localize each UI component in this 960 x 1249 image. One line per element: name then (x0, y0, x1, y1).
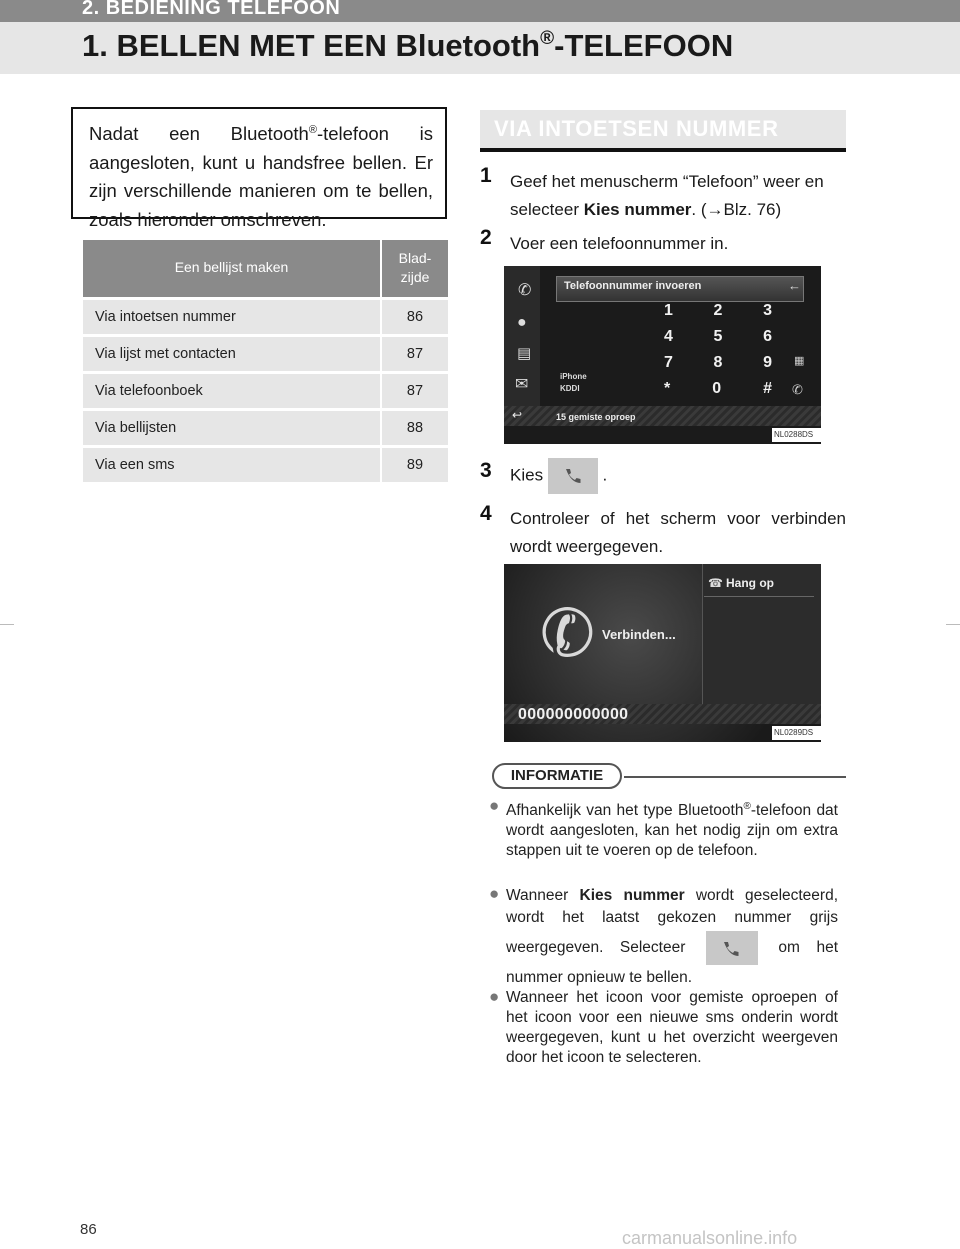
hangup-icon: ☎ (708, 576, 723, 590)
bullet-icon: ● (489, 884, 500, 903)
table-cell-label: Via lijst met contacten (83, 334, 380, 371)
table-row (83, 445, 448, 482)
key-3: 3 (763, 302, 772, 319)
connecting-label: Verbinden... (602, 627, 676, 642)
table-row (83, 371, 448, 408)
step-number: 3 (480, 459, 492, 482)
table-col-title: Een bellijst maken (83, 240, 380, 297)
table-cell-page: 87 (380, 371, 448, 408)
handset-icon: ✆ (532, 591, 603, 675)
connecting-screenshot (504, 564, 821, 742)
back-icon: ↩ (512, 408, 523, 422)
key-hash: # (763, 380, 772, 397)
step-number: 1 (480, 164, 492, 187)
history-icon: ▤ (517, 345, 532, 362)
figure-code: NL0288DS (774, 430, 814, 439)
message-icon: ✉ (515, 376, 529, 393)
table-cell-label: Via telefoonboek (83, 371, 380, 408)
table-cell-label: Via intoetsen nummer (83, 297, 380, 334)
info-item-2: Wanneer Kies nummer wordt geselecteerd, wordt het laatst gekozen nummer grijs weergegeven. Selecteer om het nummer opnieuw te bellen. (506, 887, 839, 986)
table-cell-label: Via bellijsten (83, 408, 380, 445)
phone-icon (563, 467, 583, 485)
status-bar (504, 406, 821, 426)
missed-calls-notice: 15 gemiste oproep (556, 412, 636, 422)
page-number: 86 (80, 1221, 97, 1238)
hangup-label: Hang op (726, 576, 774, 590)
contacts-icon: ● (517, 314, 527, 331)
device-name: iPhone (560, 372, 587, 381)
table-row (83, 334, 448, 371)
key-8: 8 (713, 354, 723, 371)
table-row (83, 408, 448, 445)
key-5: 5 (713, 328, 723, 345)
phone-icon (721, 940, 741, 958)
info-label: INFORMATIE (492, 763, 622, 789)
table-cell-page: 86 (380, 297, 448, 334)
section-title: 2. BEDIENING TELEFOON (82, 0, 341, 19)
key-6: 6 (763, 328, 772, 345)
table-col-page: Blad- zijde (380, 240, 448, 297)
backspace-icon: ← (788, 278, 801, 293)
table-cell-label: Via een sms (83, 445, 380, 482)
table-cell-page: 88 (380, 408, 448, 445)
step-number: 2 (480, 226, 492, 249)
key-7: 7 (664, 354, 673, 371)
figure-code: NL0289DS (774, 728, 814, 737)
section-heading: VIA INTOETSEN NUMMER (480, 110, 846, 152)
crop-mark (0, 624, 14, 625)
carrier-name: KDDI (560, 384, 580, 393)
step-number: 4 (480, 502, 492, 525)
key-9: 9 (763, 354, 772, 371)
step-3-text: Kies . (510, 458, 607, 494)
chapter-title: 1. BELLEN MET EEN Bluetooth®-TELEFOON (82, 28, 734, 63)
info-item-1: Afhankelijk van het type Bluetooth®-telefoon dat wordt aangesloten, kan het nodig zijn om extra stappen uit te voeren op de telefoon. (506, 801, 838, 860)
dialed-number: 000000000000 (518, 706, 629, 723)
dialpad-screenshot (504, 266, 821, 444)
info-item-3: Wanneer het icoon voor gemiste oproepen of het icoon voor een nieuwe sms onderin wordt weergegeven, kunt u het overzicht weergeven door het icoon te selecteren. (506, 989, 838, 1066)
key-0: 0 (712, 380, 722, 397)
calling-methods-table (83, 240, 448, 482)
table-header-row (83, 240, 448, 297)
call-button[interactable] (706, 931, 758, 965)
crop-mark (946, 624, 960, 625)
step-2-text: Voer een telefoonnummer in. (510, 234, 729, 253)
watermark: carmanualsonline.info (622, 1228, 798, 1248)
screen-title: Telefoonnummer invoeren (564, 280, 702, 292)
table-cell-page: 87 (380, 334, 448, 371)
key-star: * (664, 380, 671, 397)
call-icon: ✆ (792, 382, 803, 397)
step-4-text: Controleer of het scherm voor verbinden wordt weergegeven. (510, 509, 846, 556)
info-divider (624, 776, 846, 778)
key-2: 2 (713, 302, 723, 319)
bullet-icon: ● (489, 796, 500, 815)
table-cell-page: 89 (380, 445, 448, 482)
bullet-icon: ● (489, 987, 500, 1006)
key-1: 1 (664, 302, 673, 319)
table-row (83, 297, 448, 334)
dial-icon: ▦ (794, 355, 805, 367)
keypad (664, 302, 772, 406)
phone-icon: ✆ (518, 282, 532, 299)
key-4: 4 (664, 328, 673, 345)
step-1-text: Geef het menuscherm “Telefoon” weer en selecteer Kies nummer. (→Blz. 76) (510, 172, 824, 219)
call-button[interactable] (548, 458, 598, 494)
intro-box: Nadat een Bluetooth®-telefoon is aangesloten, kunt u handsfree bellen. Er zijn verschillende manieren om te bellen, zoals hieronder omschreven. (71, 107, 447, 219)
